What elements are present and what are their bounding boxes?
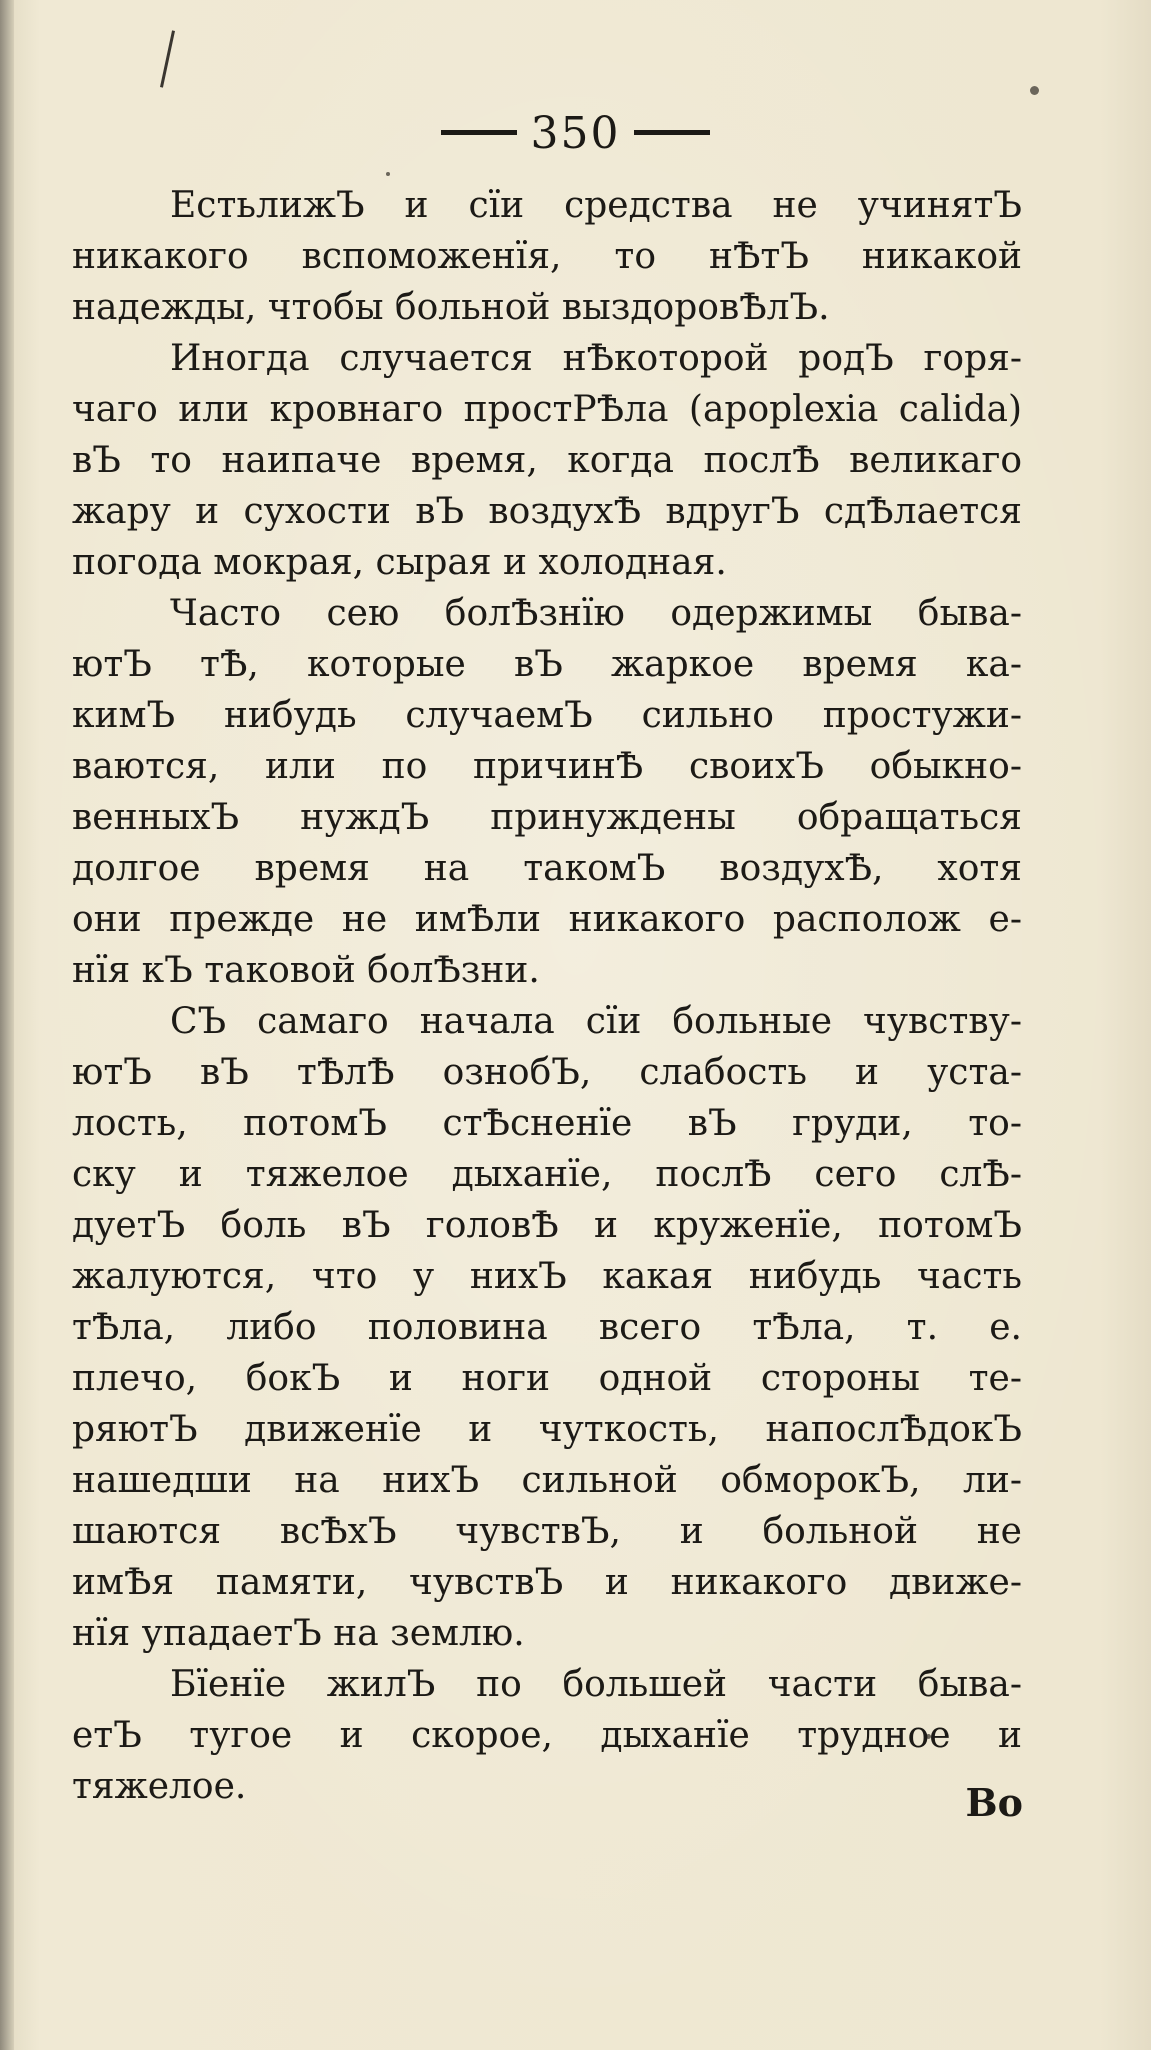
text-line: ряютЪ движенїе и чуткость, напослѢдокЪ: [72, 1409, 1022, 1450]
pencil-mark: [160, 30, 175, 87]
page-number-header: [0, 108, 1151, 159]
text-line: нїя кЪ таковой болѢзни.: [72, 950, 540, 991]
text-line: Иногда случается нѢкоторой родЪ горя-: [170, 338, 1022, 379]
text-line: ваются, или по причинѢ своихЪ обыкно-: [72, 746, 1022, 787]
catchword: Во: [965, 1780, 1023, 1825]
text-line: нашедши на нихЪ сильной обморокЪ, ли-: [72, 1460, 1022, 1501]
binding-edge: [0, 0, 14, 2050]
text-line: шаются всѢхЪ чувствЪ, и больной не: [72, 1511, 1022, 1552]
text-line: тѢла, либо половина всего тѢла, т. е.: [72, 1307, 1022, 1348]
text-line: жалуются, что у нихЪ какая нибудь часть: [72, 1256, 1022, 1297]
paper-speck: [1030, 86, 1039, 95]
text-line: вЪ то наипаче время, когда послѢ великаго: [72, 440, 1022, 481]
text-line: лость, потомЪ стѢсненїе вЪ груди, то-: [72, 1103, 1022, 1144]
text-line: чаго или кровнаго простРѢла (apoplexia calida): [72, 389, 1022, 430]
text-line: долгое время на такомЪ воздухѢ, хотя: [72, 848, 1022, 889]
paragraph-2: [72, 333, 1022, 588]
text-line: нїя упадаетЪ на землю.: [72, 1613, 525, 1654]
paragraph-1: [72, 180, 1022, 333]
text-line: ютЪ вЪ тѢлѢ ознобЪ, слабость и уста-: [72, 1052, 1022, 1093]
paragraph-5: [72, 1659, 1022, 1812]
right-dash: [634, 130, 710, 135]
paragraph-3: [72, 588, 1022, 996]
text-line: ЕстьлижЪ и сїи средства не учинятЪ: [170, 185, 1022, 226]
text-line: погода мокрая, сырая и холодная.: [72, 542, 727, 583]
text-line: Часто сею болѢзнїю одержимы быва-: [170, 593, 1022, 634]
text-line: имѢя памяти, чувствЪ и никакого движе-: [72, 1562, 1022, 1603]
text-line: плечо, бокЪ и ноги одной стороны те-: [72, 1358, 1022, 1399]
paragraph-4: [72, 996, 1022, 1659]
text-line: ютЪ тѢ, которые вЪ жаркое время ка-: [72, 644, 1022, 685]
text-line: дуетЪ боль вЪ головѢ и круженїе, потомЪ: [72, 1205, 1022, 1246]
text-line: тяжелое.: [72, 1766, 247, 1807]
text-line: венныхЪ нуждЪ принуждены обращаться: [72, 797, 1022, 838]
text-line: они прежде не имѢли никакого располож е-: [72, 899, 1022, 940]
text-line: ску и тяжелое дыханїе, послѢ сего слѢ-: [72, 1154, 1022, 1195]
text-line: никакого вспоможенїя, то нѢтЪ никакой: [72, 236, 1022, 277]
text-line: кимЪ нибудь случаемЪ сильно простужи-: [72, 695, 1022, 736]
text-line: СЪ самаго начала сїи больные чувству-: [170, 1001, 1022, 1042]
body-text: [72, 180, 1022, 1812]
text-line: надежды, чтобы больной выздоровѢлЪ.: [72, 287, 830, 328]
text-line: Бїенїе жилЪ по большей части быва-: [170, 1664, 1022, 1705]
text-line: жару и сухости вЪ воздухѢ вдругЪ сдѢлается: [72, 491, 1022, 532]
text-line: етЪ тугое и скорое, дыханїе трудное и: [72, 1715, 1022, 1756]
paper-speck: [386, 172, 390, 176]
page-number: 350: [530, 108, 621, 159]
left-dash: [441, 130, 517, 135]
